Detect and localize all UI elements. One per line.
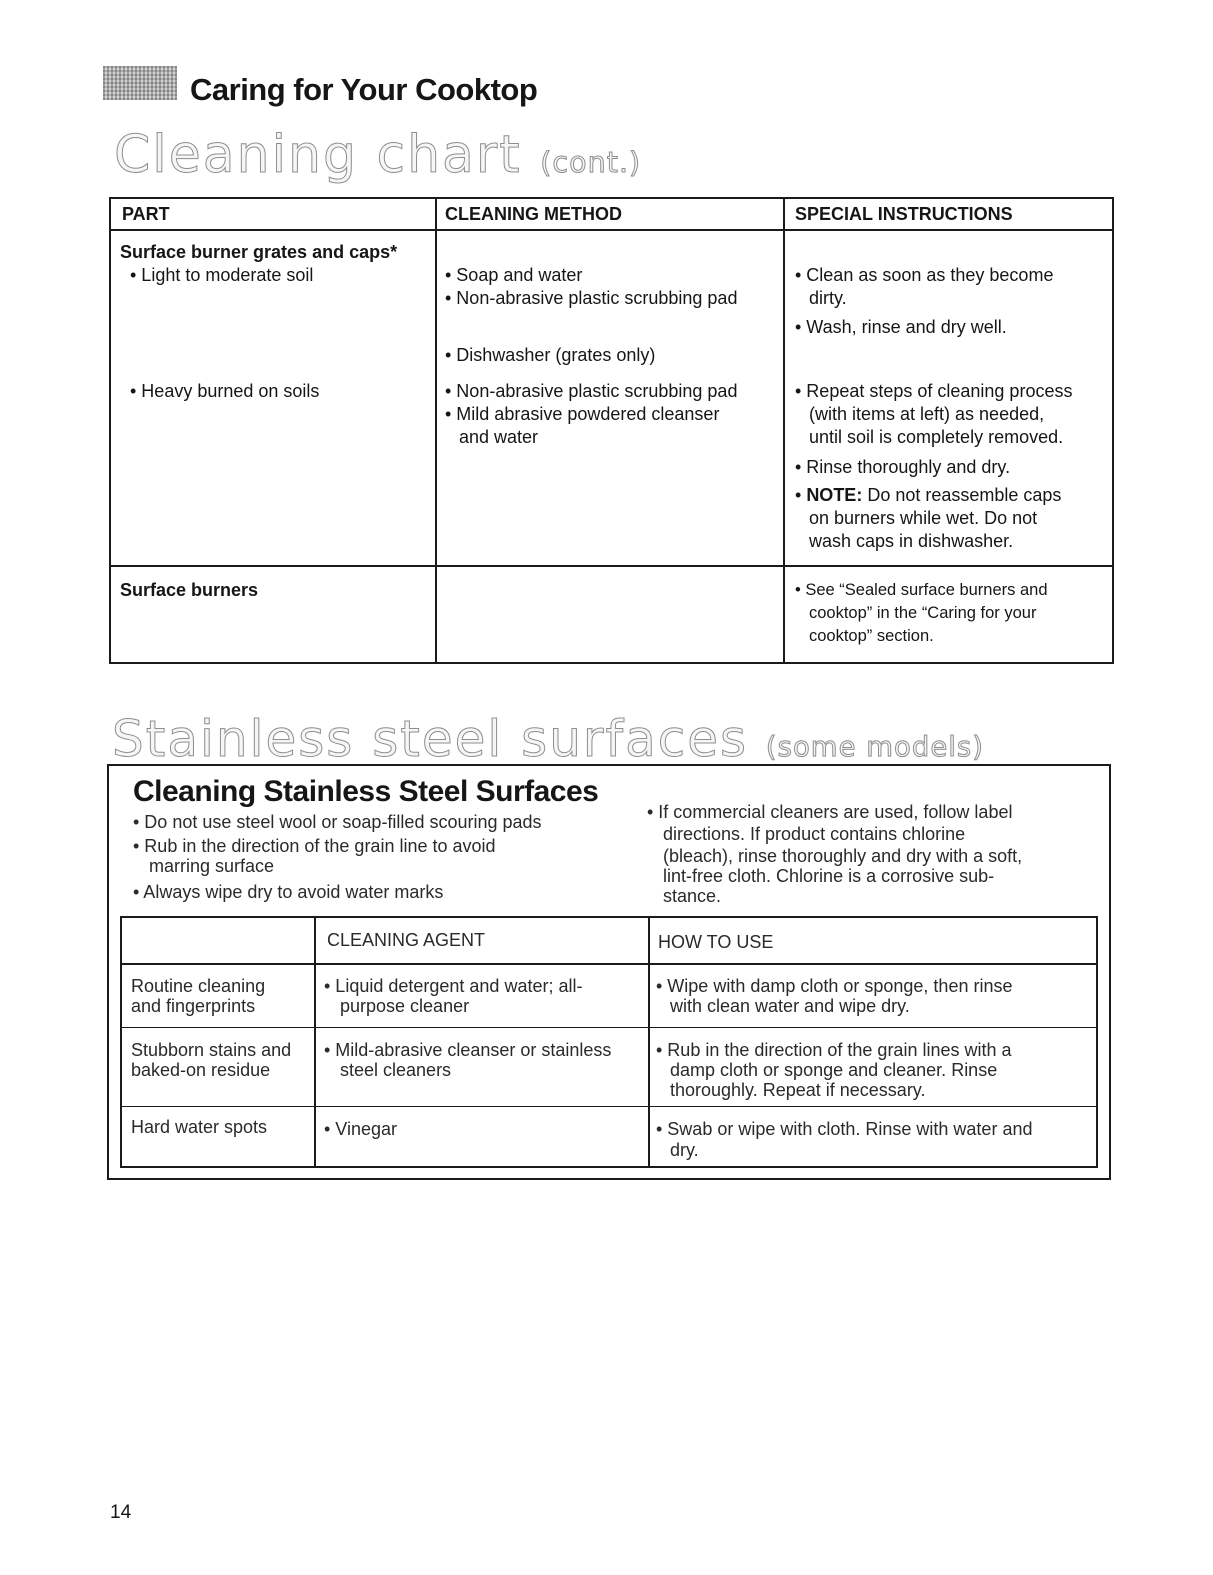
part-grates-caps: Surface burner grates and caps* bbox=[120, 242, 398, 262]
method-item: • Soap and water bbox=[445, 265, 583, 285]
instruction-item: (with items at left) as needed, bbox=[809, 404, 1045, 424]
use-cell: • Rub in the direction of the grain lines with a bbox=[656, 1040, 1012, 1060]
stainless-steel-title bbox=[112, 710, 984, 768]
page-number: 14 bbox=[110, 1502, 132, 1523]
stainless-bullet: lint-free cloth. Chlorine is a corrosive sub- bbox=[663, 866, 995, 886]
method-item: and water bbox=[459, 427, 539, 447]
method-item: • Non-abrasive plastic scrubbing pad bbox=[445, 288, 738, 308]
agent-cell: steel cleaners bbox=[340, 1060, 452, 1080]
stainless-steel-title-text: Stainless steel surfaces bbox=[112, 710, 749, 768]
instruction-item: • See “Sealed surface burners and bbox=[795, 581, 1048, 599]
stainless-bullet: • Do not use steel wool or soap-filled scouring pads bbox=[133, 812, 542, 832]
use-cell: damp cloth or sponge and cleaner. Rinse bbox=[670, 1060, 998, 1080]
agent-cell: • Vinegar bbox=[324, 1119, 398, 1139]
brand-logo bbox=[103, 66, 177, 100]
instruction-item: • Wash, rinse and dry well. bbox=[795, 317, 1007, 337]
note-label: NOTE: bbox=[806, 485, 863, 505]
instruction-item: wash caps in dishwasher. bbox=[809, 531, 1014, 551]
row-divider bbox=[120, 1027, 1098, 1028]
instruction-item: • Repeat steps of cleaning process bbox=[795, 381, 1073, 401]
use-cell: thoroughly. Repeat if necessary. bbox=[670, 1080, 926, 1100]
stainless-steel-title-suffix: (some models) bbox=[765, 731, 984, 763]
cleaning-chart-title-text: Cleaning chart bbox=[114, 125, 522, 185]
agent-cell: • Mild-abrasive cleanser or stainless bbox=[324, 1040, 612, 1060]
row-divider bbox=[109, 565, 1114, 567]
row-label: Routine cleaning bbox=[131, 976, 266, 996]
instruction-note bbox=[795, 484, 1061, 507]
cleaning-chart-title bbox=[114, 125, 641, 185]
row-label: Hard water spots bbox=[131, 1117, 268, 1137]
column-divider bbox=[783, 197, 785, 664]
column-divider bbox=[314, 916, 316, 1168]
column-header-part: PART bbox=[122, 204, 170, 224]
stainless-bullet: • If commercial cleaners are used, follow label bbox=[647, 802, 1013, 822]
row-label: baked-on residue bbox=[131, 1060, 271, 1080]
part-light-soil: • Light to moderate soil bbox=[130, 265, 314, 285]
instruction-item: cooktop” section. bbox=[809, 627, 934, 645]
use-cell: • Swab or wipe with cloth. Rinse with water and bbox=[656, 1119, 1033, 1139]
note-bullet: • bbox=[795, 485, 807, 505]
stainless-bullet: • Rub in the direction of the grain line to avoid bbox=[133, 836, 496, 856]
header-divider bbox=[120, 963, 1098, 965]
column-header-how-to-use: HOW TO USE bbox=[658, 932, 774, 952]
stainless-bullet: • Always wipe dry to avoid water marks bbox=[133, 882, 444, 902]
column-header-instructions: SPECIAL INSTRUCTIONS bbox=[795, 204, 1013, 224]
stainless-bullet: directions. If product contains chlorine bbox=[663, 824, 966, 844]
header-divider bbox=[109, 229, 1114, 231]
agent-cell: • Liquid detergent and water; all- bbox=[324, 976, 583, 996]
instruction-item: until soil is completely removed. bbox=[809, 427, 1064, 447]
cleaning-chart-title-suffix: (cont.) bbox=[540, 145, 642, 179]
method-item: • Non-abrasive plastic scrubbing pad bbox=[445, 381, 738, 401]
row-divider bbox=[120, 1106, 1098, 1107]
stainless-bullet: stance. bbox=[663, 886, 722, 906]
page-header-title: Caring for Your Cooktop bbox=[190, 72, 538, 107]
use-cell: dry. bbox=[670, 1140, 699, 1160]
method-item: • Mild abrasive powdered cleanser bbox=[445, 404, 720, 424]
agent-cell: purpose cleaner bbox=[340, 996, 470, 1016]
note-text: Do not reassemble caps bbox=[862, 485, 1062, 505]
column-header-agent: CLEANING AGENT bbox=[327, 930, 486, 950]
column-divider bbox=[648, 916, 650, 1168]
column-divider bbox=[435, 197, 437, 664]
instruction-item: • Rinse thoroughly and dry. bbox=[795, 457, 1011, 477]
method-item: • Dishwasher (grates only) bbox=[445, 345, 656, 365]
part-heavy-soil: • Heavy burned on soils bbox=[130, 381, 320, 401]
column-header-method: CLEANING METHOD bbox=[445, 204, 622, 224]
instruction-item: cooktop” in the “Caring for your bbox=[809, 604, 1037, 622]
instruction-item: on burners while wet. Do not bbox=[809, 508, 1038, 528]
stainless-bullet: (bleach), rinse thoroughly and dry with a soft, bbox=[663, 846, 1023, 866]
instruction-item: • Clean as soon as they become bbox=[795, 265, 1054, 285]
stainless-heading: Cleaning Stainless Steel Surfaces bbox=[133, 775, 599, 808]
part-surface-burners: Surface burners bbox=[120, 580, 259, 600]
stainless-bullet: marring surface bbox=[149, 856, 275, 876]
instruction-item: dirty. bbox=[809, 288, 847, 308]
use-cell: with clean water and wipe dry. bbox=[670, 996, 910, 1016]
use-cell: • Wipe with damp cloth or sponge, then rinse bbox=[656, 976, 1013, 996]
row-label: and fingerprints bbox=[131, 996, 256, 1016]
row-label: Stubborn stains and bbox=[131, 1040, 292, 1060]
